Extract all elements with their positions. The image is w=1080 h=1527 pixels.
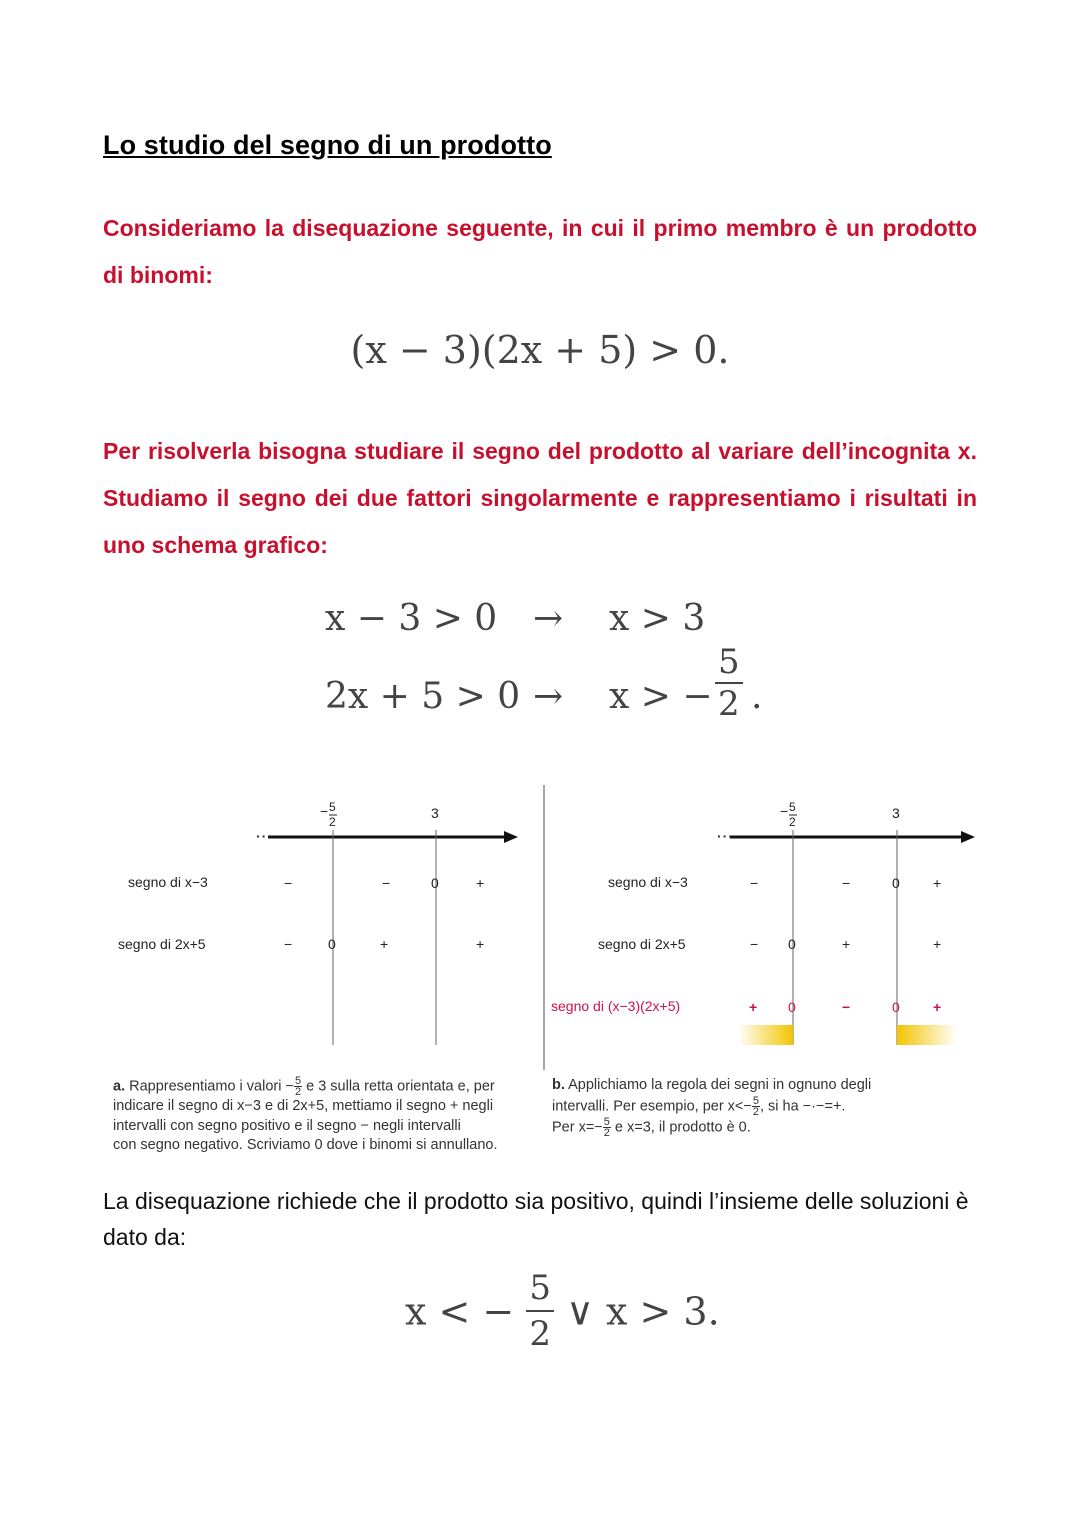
solution-fraction: $\frac{5}{2}$ <box>526 1266 554 1356</box>
caption-a-fraction: $\frac{5}{2}$ <box>294 1075 302 1098</box>
svg-text:···: ··· <box>717 828 734 844</box>
page-title: Lo studio del segno di un prodotto <box>103 130 552 160</box>
conclusion-paragraph: La disequazione richiede che il prodotto sia positivo, quindi l’insieme delle soluzioni è dato da: <box>103 1188 969 1250</box>
svg-text:···: ··· <box>256 828 273 844</box>
tick-left-num-b: 5 <box>789 800 796 814</box>
solution-set: x < − $\frac{5}{2}$ ∨ x > 3. <box>405 1268 720 1354</box>
b-r1-s1: − <box>750 875 759 891</box>
row1-rhs: x > 3 <box>609 598 706 639</box>
label-a-row1: segno di x−3 <box>128 874 208 890</box>
a-r2-s2: 0 <box>328 936 336 952</box>
tick-right-label: 3 <box>431 805 439 821</box>
b-r3-s3: − <box>842 999 851 1015</box>
caption-a: a. Rappresentiamo i valori − $\frac{5}{2}$ e 3 sulla retta orientata e, per indicare il segno di x−3 e di 2x+5, mettiamo il segno + negli intervalli con segno positivo e il segno − negli intervalli con segno negativo. Scriviamo 0 dove i binomi si annullano. <box>113 1075 498 1153</box>
b-r3-s4: 0 <box>892 999 900 1015</box>
b-r2-s3: + <box>842 936 851 952</box>
b-r2-s2: 0 <box>788 936 796 952</box>
label-a-row2: segno di 2x+5 <box>118 936 206 952</box>
b-r2-s1: − <box>750 936 759 952</box>
label-b-row3: segno di (x−3)(2x+5) <box>551 998 681 1014</box>
factor-row-1 <box>325 598 706 639</box>
a-r1-s1: − <box>284 875 293 891</box>
panel-b <box>551 800 975 1045</box>
a-r2-s1: − <box>284 936 293 952</box>
row1-lhs: x − 3 > 0 <box>325 598 498 639</box>
solution-band-right <box>897 1025 957 1045</box>
tick-left-den-b: 2 <box>789 815 796 829</box>
label-b-row1: segno di x−3 <box>608 874 688 890</box>
caption-b-fraction-1: $\frac{5}{2}$ <box>752 1094 759 1118</box>
row2-lhs: 2x + 5 > 0 <box>325 676 521 717</box>
b-r1-s2: − <box>842 875 851 891</box>
row2-fraction: $\frac{5}{2}$ <box>715 642 743 724</box>
tick-right-label-b: 3 <box>892 805 900 821</box>
tick-left-den: 2 <box>329 815 336 829</box>
row2-arrow: → <box>533 676 564 717</box>
b-r3-s1: + <box>749 999 758 1015</box>
panel-a <box>118 800 518 1045</box>
method-paragraph: Per risolverla bisogna studiare il segno del prodotto al variare dell’incognita x. Studiamo il segno dei due fattori singolarmente e rappresentiamo i risultati in uno schema grafico: <box>103 438 977 558</box>
row1-arrow: → <box>533 598 564 639</box>
intro-paragraph: Consideriamo la disequazione seguente, in cui il primo membro è un prodotto di binomi: <box>103 215 977 288</box>
b-r1-s3: 0 <box>892 875 900 891</box>
row2-rhs: x > − <box>609 676 713 717</box>
label-b-row2: segno di 2x+5 <box>598 936 686 952</box>
caption-b-fraction-2: $\frac{5}{2}$ <box>603 1115 610 1139</box>
b-r1-s4: + <box>933 875 942 891</box>
b-r3-s2: 0 <box>788 999 796 1015</box>
a-r2-s4: + <box>476 936 485 952</box>
b-r2-s4: + <box>933 936 942 952</box>
a-r2-s3: + <box>380 936 389 952</box>
a-r1-s4: + <box>476 875 485 891</box>
a-r1-s3: 0 <box>431 875 439 891</box>
a-r1-s2: − <box>382 875 391 891</box>
tick-left-minus: − <box>320 803 329 819</box>
solution-band-left <box>738 1025 793 1045</box>
tick-left-num: 5 <box>329 800 336 814</box>
b-r3-s5: + <box>933 999 942 1015</box>
sign-diagram <box>100 780 980 1070</box>
caption-b: b. Applichiamo la regola dei segni in ognuno degli intervalli. Per esempio, per x<− $\frac{5}{2}$ , si ha −·−=+. Per x=− $\frac{5}{2}$ e x=3, il prodotto è 0. <box>552 1077 872 1139</box>
factor-row-2: 2x + 5 > 0 → x > − $\frac{5}{2}$ . <box>325 642 763 724</box>
tick-left-minus-b: − <box>780 803 789 819</box>
main-inequality: (x − 3)(2x + 5) > 0. <box>350 328 730 372</box>
